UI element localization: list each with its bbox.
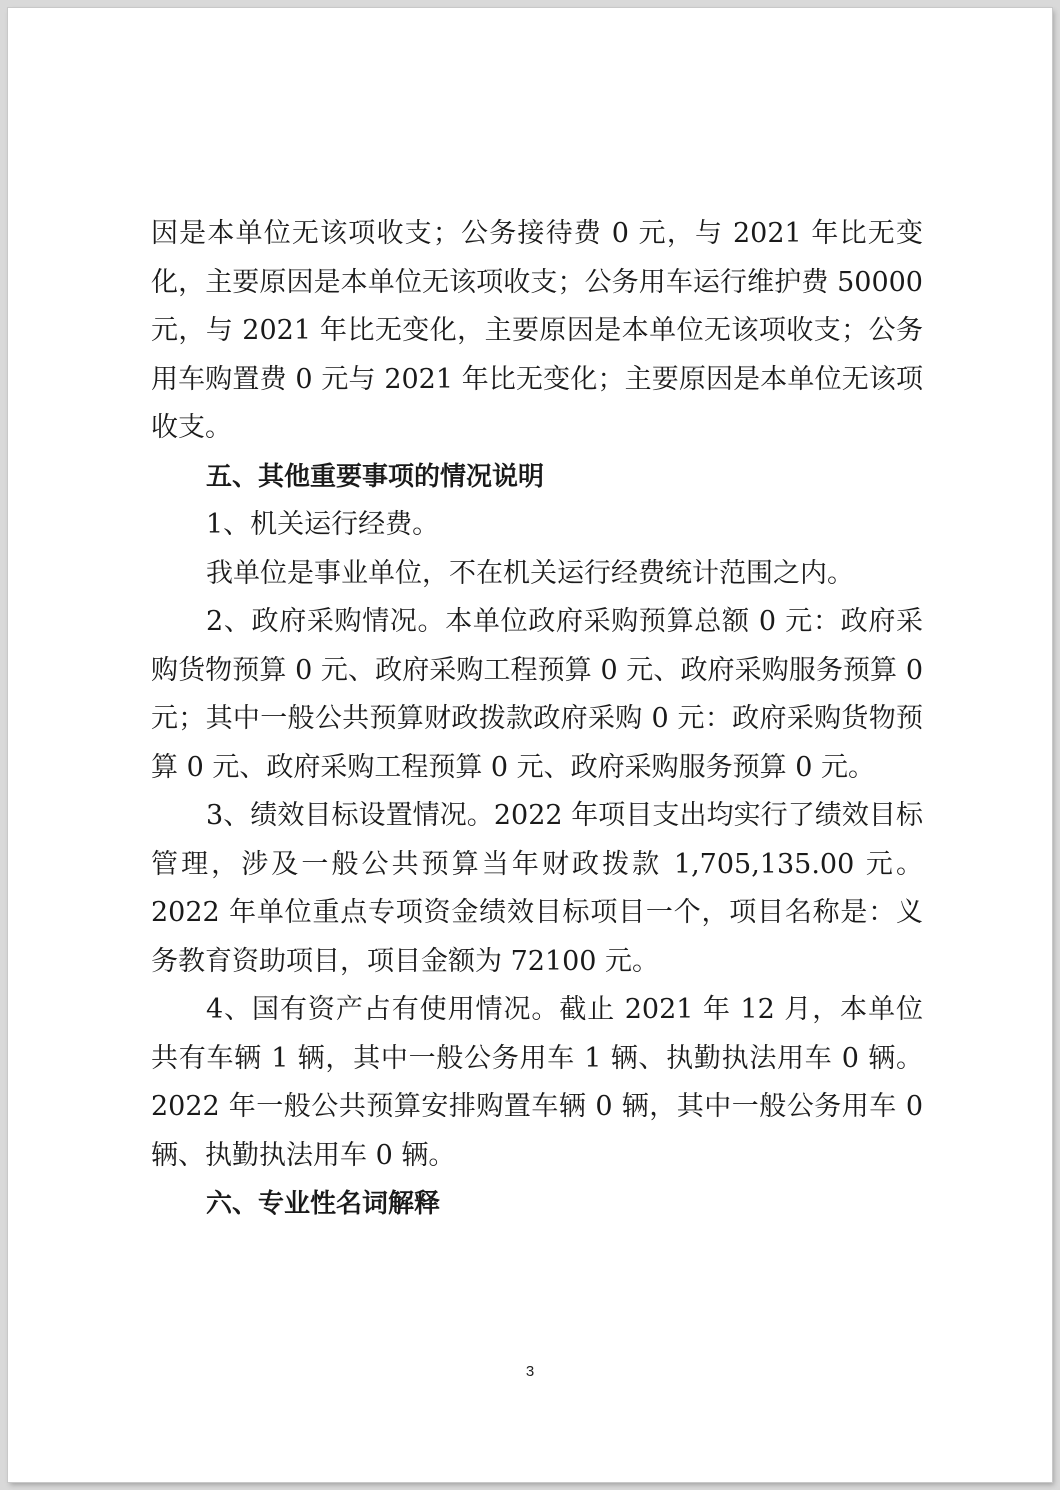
section-heading-terminology: 六、专业性名词解释: [206, 1189, 441, 1219]
document-page: [8, 8, 1052, 1482]
paragraph-government-procurement: 2、政府采购情况。本单位政府采购预算总额 0 元：政府采购货物预算 0 元、政府采购工程预算 0 元、政府采购服务预算 0 元；其中一般公共预算财政拨款政府采购 0 元：政府采购货物预算 0 元、政府采购工程预算 0 元、政府采购服务预算 0 元。: [151, 606, 923, 783]
paragraph-continuation-expenses: 因是本单位无该项收支；公务接待费 0 元，与 2021 年比无变化，主要原因是本单位无该项收支；公务用车运行维护费 50000 元，与 2021 年比无变化，主要原因是本单位无该项收支；公务用车购置费 0 元与 2021 年比无变化；主要原因是本单位无该项收支。: [151, 218, 923, 443]
section-heading-other-matters: 五、其他重要事项的情况说明: [206, 461, 545, 492]
page-number: 3: [525, 1363, 535, 1380]
paragraph-operating-costs-detail: 我单位是事业单位，不在机关运行经费统计范围之内。: [206, 557, 854, 589]
document-body: [151, 210, 923, 1229]
paragraph-performance-targets: 3、绩效目标设置情况。2022 年项目支出均实行了绩效目标管理，涉及一般公共预算当年财政拨款 1,705,135.00 元。2022 年单位重点专项资金绩效目标项目一个，项目名称是：义务教育资助项目，项目金额为 72100 元。: [151, 800, 923, 977]
paragraph-state-assets: 4、国有资产占有使用情况。截止 2021 年 12 月，本单位共有车辆 1 辆，其中一般公务用车 1 辆、执勤执法用车 0 辆。2022 年一般公共预算安排购置车辆 0 辆，其中一般公务用车 0 辆、执勤执法用车 0 辆。: [151, 994, 923, 1171]
paragraph-operating-costs-title: 1、机关运行经费。: [206, 509, 440, 540]
